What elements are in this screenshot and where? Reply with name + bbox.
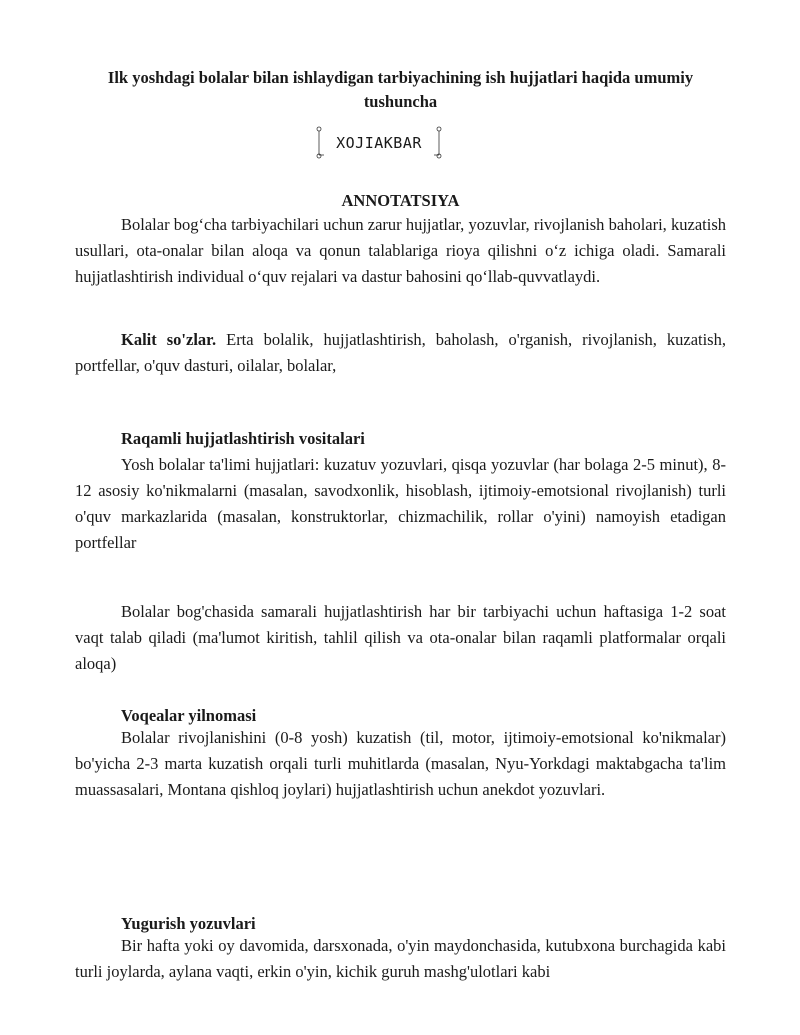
keywords-paragraph bbox=[75, 327, 726, 379]
author-name: XOJIAKBAR bbox=[336, 134, 422, 152]
author-block bbox=[315, 126, 443, 160]
section-heading-running-records: Yugurish yozuvlari bbox=[121, 914, 256, 933]
keywords-text: Erta bolalik, hujjatlashtirish, baholash, o'rganish, rivojlanish, kuzatish, portfellar, o'quv dasturi, oilalar, bolalar, bbox=[75, 330, 726, 375]
keywords-label: Kalit so'zlar. bbox=[121, 330, 217, 349]
left-bracket-ornament-icon bbox=[315, 126, 325, 160]
section-text-event-chronicle: Bolalar rivojlanishini (0-8 yosh) kuzatish (til, motor, ijtimoiy-emotsional ko'nikmalar) bo'yicha 2-3 marta kuzatish orqali turli muhitlarda (masalan, Nyu-Yorkdagi maktabgacha ta'lim muassasalari, Montana qishloq joylari) hujjatlashtirish uchun anekdot yozuvlari. bbox=[75, 728, 726, 799]
section-heading-event-chronicle: Voqealar yilnomasi bbox=[121, 706, 257, 725]
annotation-text: Bolalar bog‘cha tarbiyachilari uchun zarur hujjatlar, yozuvlar, rivojlanish baholari, kuzatish usullari, ota-onalar bilan aloqa va qonun talablariga rioya qilishni o‘z ichiga oladi. Samarali hujjatlashtirish individual o‘quv rejalari va dastur bahosini qo‘llab-quvvatlaydi. bbox=[75, 215, 726, 286]
annotation-heading: ANNOTATSIYA bbox=[341, 191, 460, 210]
section-text-digital-tools: Yosh bolalar ta'limi hujjatlari: kuzatuv yozuvlari, qisqa yozuvlar (har bolaga 2-5 minut), 8-12 asosiy ko'nikmalarni (masalan, savodxonlik, hisoblash, ijtimoiy-emotsional rivojlanish) turli o'quv markazlarida (masalan, konstruktorlar, chizmachilik, rollar o'yini) namoyish etadigan portfellar bbox=[75, 455, 726, 552]
section-text-time-requirement: Bolalar bog'chasida samarali hujjatlashtirish har bir tarbiyachi uchun haftasiga 1-2 soat vaqt talab qiladi (ma'lumot kiritish, tahlil qilish va ota-onalar bilan raqamli platformalar orqali aloqa) bbox=[75, 602, 726, 673]
document-title: Ilk yoshdagi bolalar bilan ishlaydigan tarbiyachining ish hujjatlari haqida umumiy tushuncha bbox=[107, 68, 694, 111]
section-heading-digital-tools: Raqamli hujjatlashtirish vositalari bbox=[121, 429, 365, 448]
right-bracket-ornament-icon bbox=[433, 126, 443, 160]
section-text-running-records: Bir hafta yoki oy davomida, darsxonada, o'yin maydonchasida, kutubxona burchagida kabi turli joylarda, aylana vaqti, erkin o'yin, kichik guruh mashg'ulotlari kabi bbox=[75, 936, 726, 981]
